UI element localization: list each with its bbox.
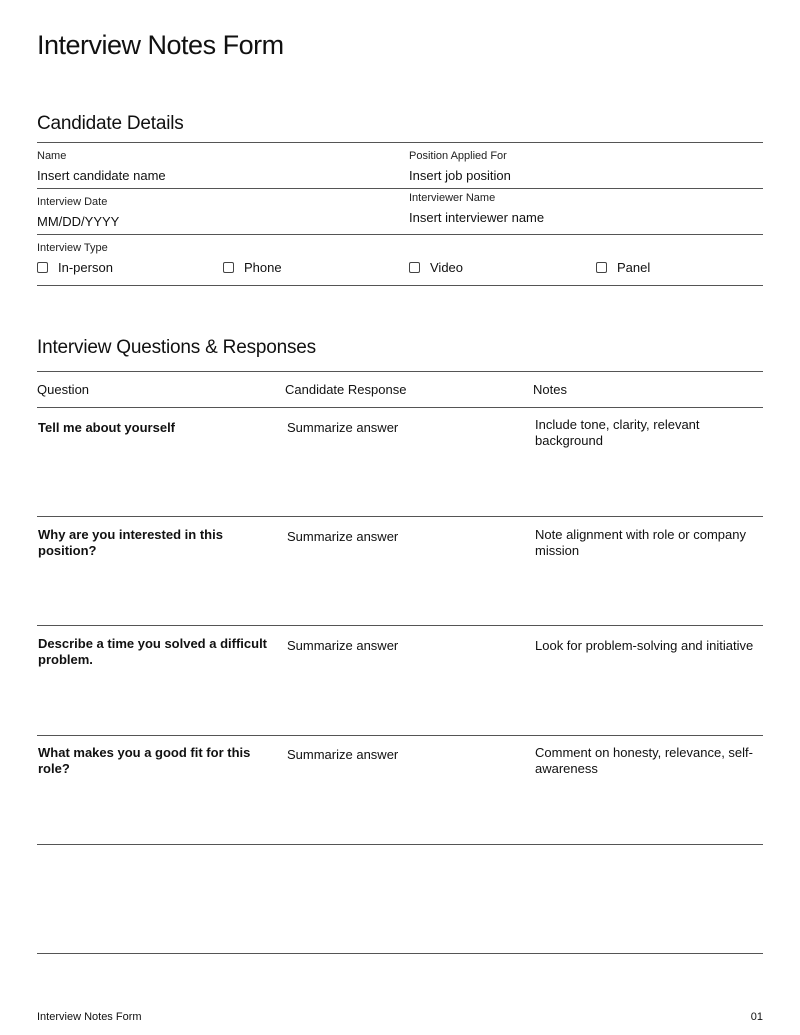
checkbox-panel[interactable] [596,260,650,275]
question-text: Why are you interested in this position? [38,527,223,558]
question-text: Tell me about yourself [38,420,176,435]
response-field[interactable]: Summarize answer [287,638,399,653]
checkbox-in-person[interactable] [37,260,113,275]
checkbox-video[interactable] [409,260,463,275]
questions-heading: Interview Questions & Responses [37,337,316,358]
page-number: 01 [750,1011,763,1023]
column-header-response: Candidate Response [285,382,407,397]
response-field[interactable]: Summarize answer [287,529,399,544]
divider [37,234,763,235]
divider [37,188,763,189]
notes-field[interactable]: Look for problem-solving and initiative [535,638,754,653]
checkbox-label: Panel [617,260,651,275]
question-text: What makes you a good fit for this role? [38,745,251,776]
divider [37,844,763,845]
question-text: Describe a time you solved a difficult problem. [38,636,268,667]
checkbox-phone[interactable] [223,260,282,275]
divider [37,516,763,517]
column-header-notes: Notes [533,382,567,397]
footer-title: Interview Notes Form [37,1011,142,1023]
divider [37,407,763,408]
divider [37,371,763,372]
checkbox-label: Phone [244,260,282,275]
name-label: Name [37,150,67,162]
divider [37,735,763,736]
checkbox-icon[interactable] [409,262,420,273]
divider [37,953,763,954]
divider [37,285,763,286]
interviewer-field[interactable]: Insert interviewer name [409,210,545,225]
notes-field[interactable]: Note alignment with role or company mission [535,527,746,558]
position-label: Position Applied For [409,150,507,162]
divider [37,142,763,143]
date-label: Interview Date [37,196,108,208]
position-field[interactable]: Insert job position [409,168,511,183]
interview-type-label: Interview Type [37,242,108,254]
response-field[interactable]: Summarize answer [287,747,399,762]
divider [37,625,763,626]
name-field[interactable]: Insert candidate name [37,168,166,183]
notes-field[interactable]: Include tone, clarity, relevant background [535,417,700,448]
notes-field[interactable]: Comment on honesty, relevance, self-awareness [535,745,753,776]
column-header-question: Question [37,382,90,397]
checkbox-label: In-person [58,260,113,275]
checkbox-icon[interactable] [596,262,607,273]
page-title: Interview Notes Form [37,30,284,60]
interviewer-label: Interviewer Name [409,192,496,204]
date-field[interactable]: MM/DD/YYYY [37,214,120,229]
checkbox-label: Video [430,260,464,275]
response-field[interactable]: Summarize answer [287,420,399,435]
candidate-details-heading: Candidate Details [37,113,184,134]
checkbox-icon[interactable] [223,262,234,273]
checkbox-icon[interactable] [37,262,48,273]
